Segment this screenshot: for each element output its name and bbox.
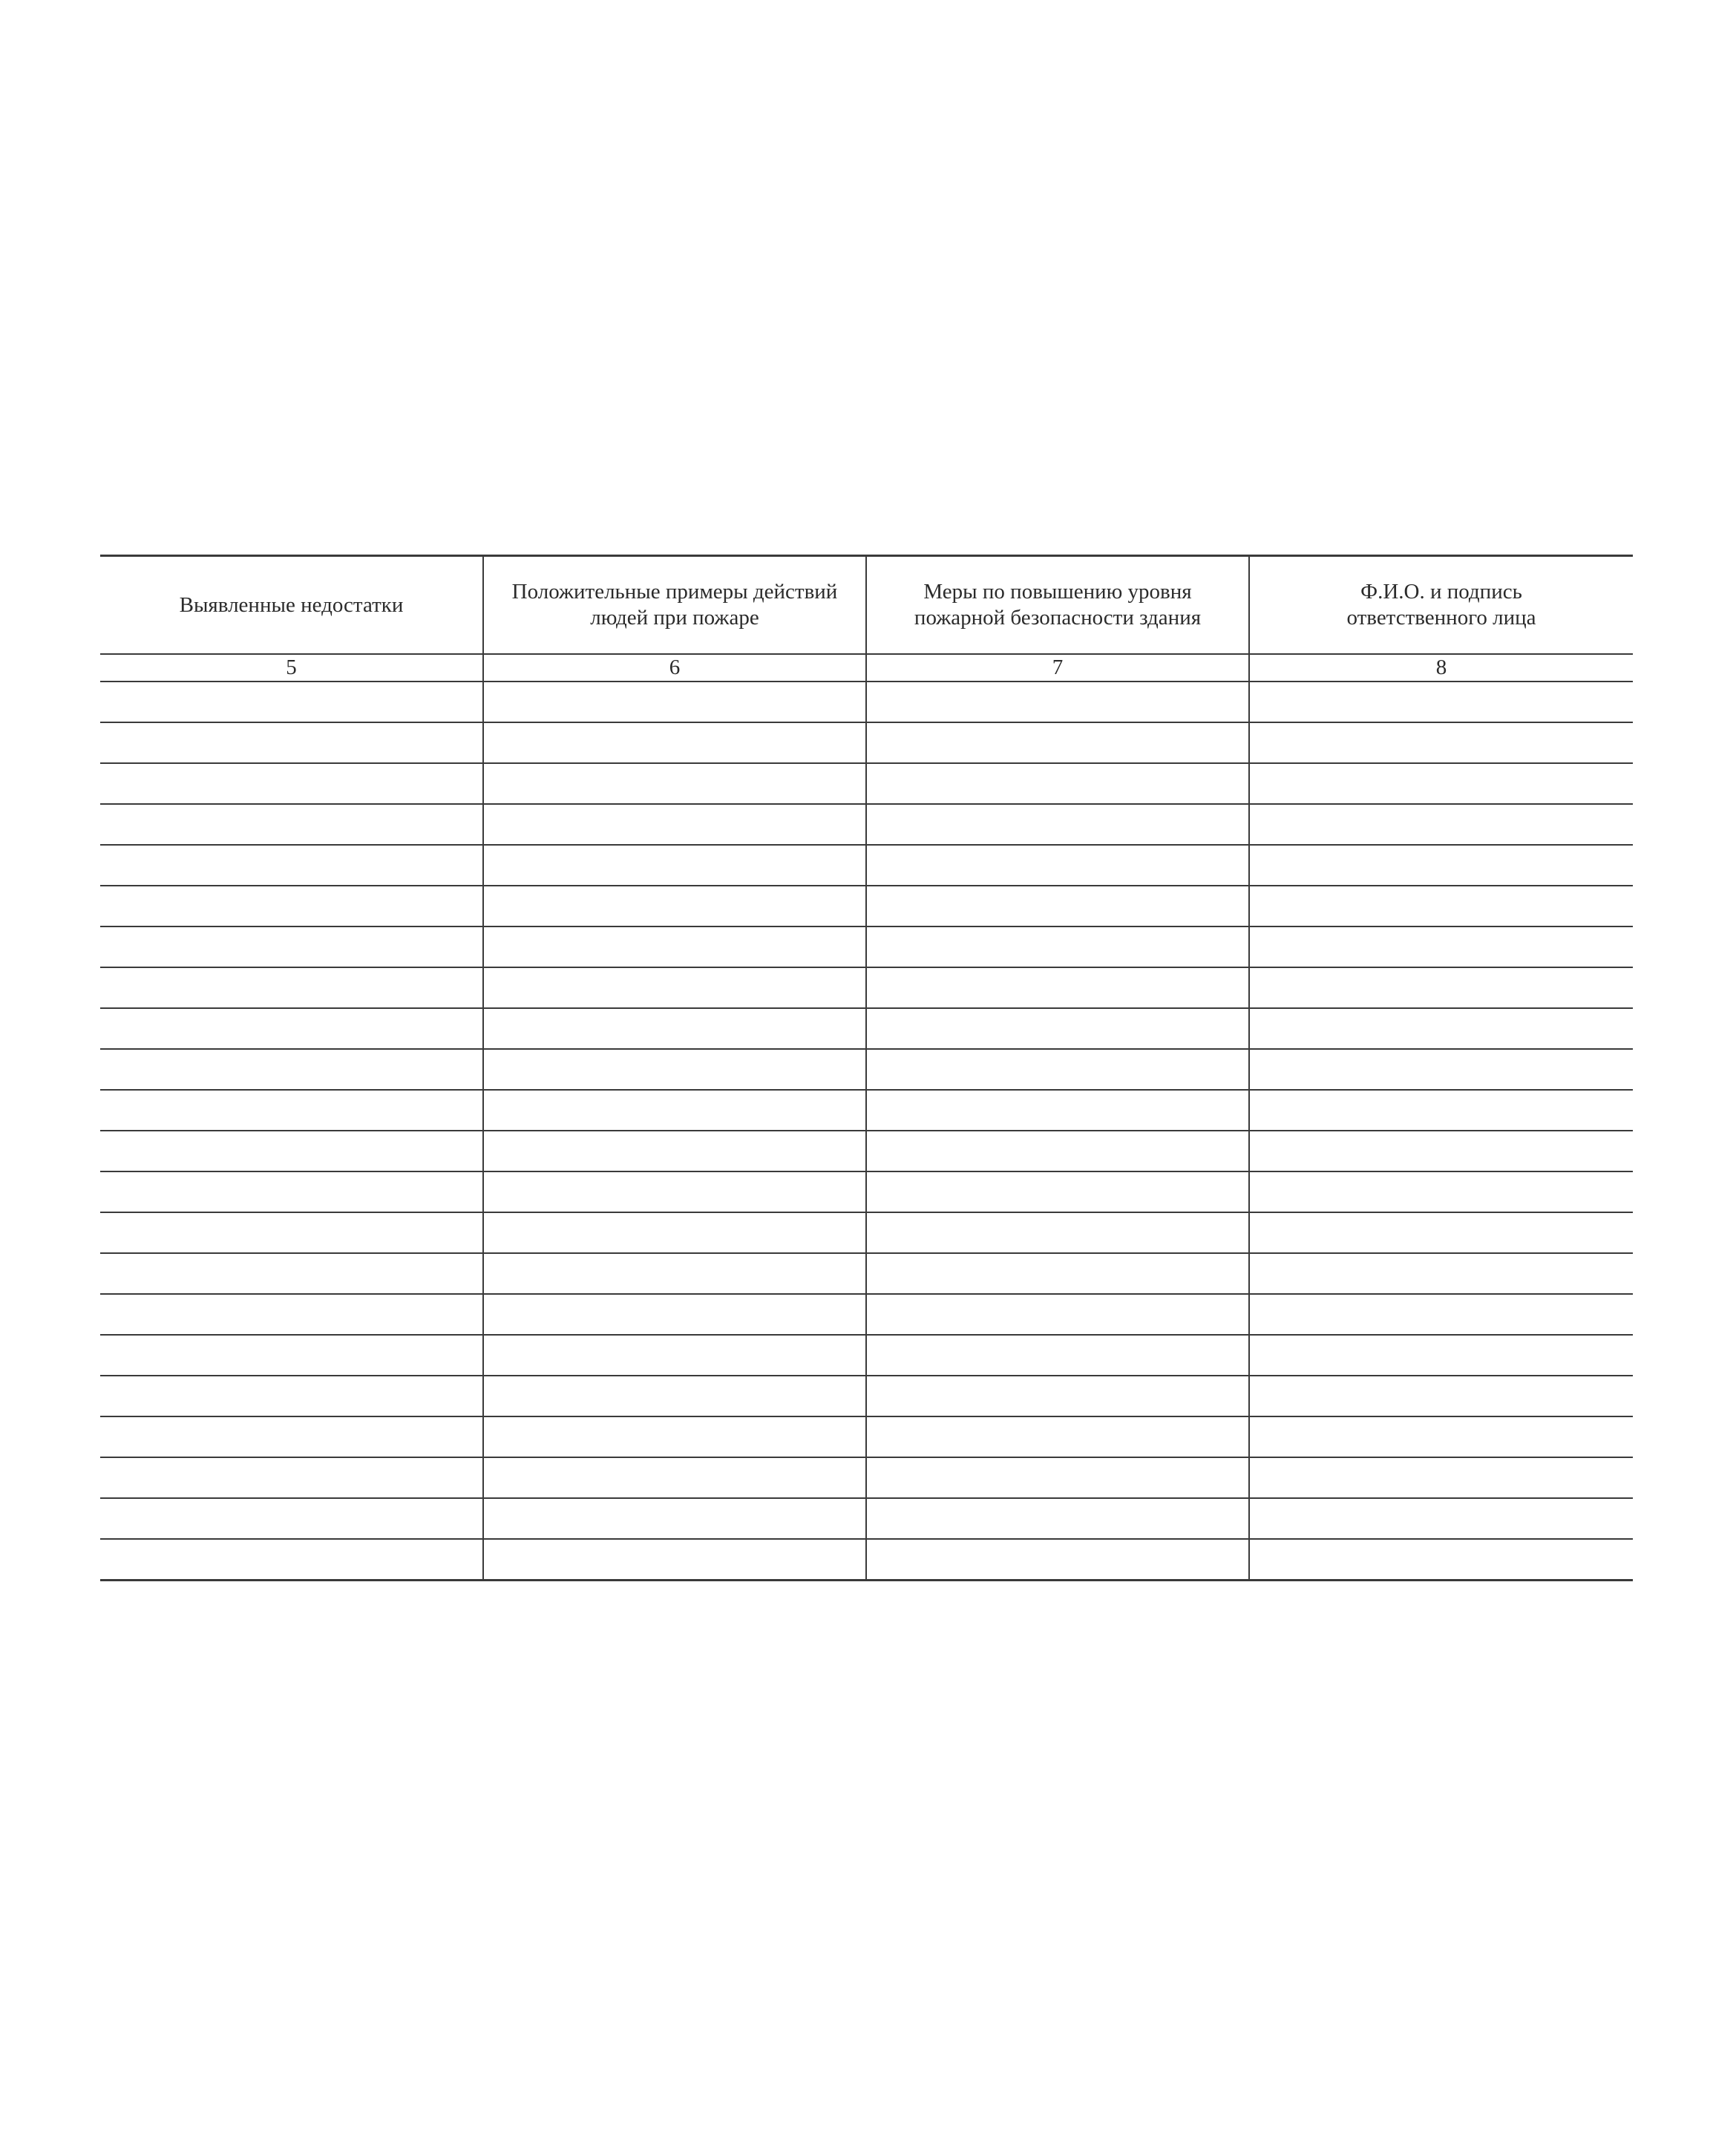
table-cell[interactable] [483,1416,866,1457]
table-cell[interactable] [866,1539,1249,1581]
table-cell[interactable] [483,1253,866,1294]
table-row [100,682,1633,722]
header-cell-deficiencies: Выявленные недостатки [100,556,483,655]
table-cell[interactable] [1249,1294,1633,1335]
table-cell[interactable] [866,1008,1249,1049]
table-cell[interactable] [100,967,483,1008]
table-row [100,1498,1633,1539]
table-row [100,1294,1633,1335]
table-row [100,1335,1633,1376]
table-cell[interactable] [1249,845,1633,886]
table-cell[interactable] [100,763,483,804]
table-cell[interactable] [100,1008,483,1049]
table-cell[interactable] [1249,1131,1633,1171]
table-cell[interactable] [483,1335,866,1376]
table-row [100,1090,1633,1131]
table-cell[interactable] [1249,967,1633,1008]
table-cell[interactable] [1249,1171,1633,1212]
table-row [100,1131,1633,1171]
table-cell[interactable] [483,804,866,845]
table-cell[interactable] [866,1294,1249,1335]
table-cell[interactable] [100,1131,483,1171]
table-cell[interactable] [100,804,483,845]
table-cell[interactable] [866,1090,1249,1131]
table-cell[interactable] [483,926,866,967]
table-cell[interactable] [866,886,1249,926]
table-cell[interactable] [100,926,483,967]
table-row [100,1539,1633,1581]
table-cell[interactable] [483,722,866,763]
table-cell[interactable] [100,1539,483,1581]
table-cell[interactable] [866,967,1249,1008]
table-cell[interactable] [866,926,1249,967]
table-cell[interactable] [483,1539,866,1581]
table-cell[interactable] [483,967,866,1008]
table-cell[interactable] [1249,926,1633,967]
table-cell[interactable] [866,1335,1249,1376]
table-cell[interactable] [866,1171,1249,1212]
header-cell-safety-measures: Меры по повышению уровня пожарной безопасности здания [866,556,1249,655]
table-cell[interactable] [1249,722,1633,763]
header-row [100,556,1633,655]
table-cell[interactable] [100,1376,483,1416]
table-row [100,886,1633,926]
table-cell[interactable] [483,1294,866,1335]
table-cell[interactable] [100,1335,483,1376]
table-cell[interactable] [866,845,1249,886]
table-row [100,804,1633,845]
table-cell[interactable] [866,682,1249,722]
table-cell[interactable] [866,1457,1249,1498]
table-cell[interactable] [100,1498,483,1539]
table-cell[interactable] [483,1049,866,1090]
table-cell[interactable] [100,1294,483,1335]
column-number-cell: 8 [1249,654,1633,682]
table-cell[interactable] [100,722,483,763]
table-cell[interactable] [483,1171,866,1212]
table-row [100,967,1633,1008]
table-cell[interactable] [100,845,483,886]
table-cell[interactable] [100,1253,483,1294]
table-cell[interactable] [866,1416,1249,1457]
table-cell[interactable] [483,1457,866,1498]
table-row [100,845,1633,886]
table-row [100,1212,1633,1253]
table-row [100,763,1633,804]
table-cell[interactable] [866,1131,1249,1171]
table-cell[interactable] [866,1212,1249,1253]
table-cell[interactable] [1249,1376,1633,1416]
table-cell[interactable] [483,763,866,804]
table-cell[interactable] [1249,1335,1633,1376]
table-cell[interactable] [1249,1212,1633,1253]
table-cell[interactable] [1249,1253,1633,1294]
table-cell[interactable] [866,1498,1249,1539]
table-cell[interactable] [866,763,1249,804]
table-row [100,1171,1633,1212]
table-cell[interactable] [100,1416,483,1457]
table-cell[interactable] [100,1171,483,1212]
table-cell[interactable] [100,1090,483,1131]
table-cell[interactable] [483,1376,866,1416]
table-cell[interactable] [483,1212,866,1253]
table-cell[interactable] [483,1008,866,1049]
header-cell-positive-examples: Положительные примеры действий людей при пожаре [483,556,866,655]
column-number-cell: 6 [483,654,866,682]
table-cell[interactable] [866,1049,1249,1090]
table-cell[interactable] [1249,1008,1633,1049]
table-cell[interactable] [100,1457,483,1498]
table-row [100,1253,1633,1294]
table-cell[interactable] [1249,1498,1633,1539]
table-cell[interactable] [483,1131,866,1171]
fire-drill-journal-table [100,555,1633,1581]
table-row [100,722,1633,763]
table-cell[interactable] [866,804,1249,845]
column-number-row [100,654,1633,682]
table-cell[interactable] [1249,1457,1633,1498]
table-cell[interactable] [1249,1416,1633,1457]
table-cell[interactable] [483,845,866,886]
table-row [100,926,1633,967]
table-cell[interactable] [866,1376,1249,1416]
table-cell[interactable] [483,886,866,926]
table-cell[interactable] [1249,763,1633,804]
column-number-cell: 5 [100,654,483,682]
header-cell-responsible-person: Ф.И.О. и подпись ответственного лица [1249,556,1633,655]
table-cell[interactable] [1249,886,1633,926]
table-row [100,1008,1633,1049]
table-cell[interactable] [866,722,1249,763]
journal-table-body [100,556,1633,1581]
table-cell[interactable] [1249,1049,1633,1090]
table-cell[interactable] [483,1090,866,1131]
table-cell[interactable] [866,1253,1249,1294]
table-row [100,1416,1633,1457]
table-row [100,1457,1633,1498]
table-cell[interactable] [1249,804,1633,845]
table-cell[interactable] [100,886,483,926]
table-cell[interactable] [100,1212,483,1253]
table-cell[interactable] [1249,682,1633,722]
table-row [100,1376,1633,1416]
table-cell[interactable] [1249,1539,1633,1581]
table-cell[interactable] [483,1498,866,1539]
table-cell[interactable] [100,1049,483,1090]
table-cell[interactable] [100,682,483,722]
table-row [100,1049,1633,1090]
table-cell[interactable] [1249,1090,1633,1131]
table-cell[interactable] [483,682,866,722]
column-number-cell: 7 [866,654,1249,682]
